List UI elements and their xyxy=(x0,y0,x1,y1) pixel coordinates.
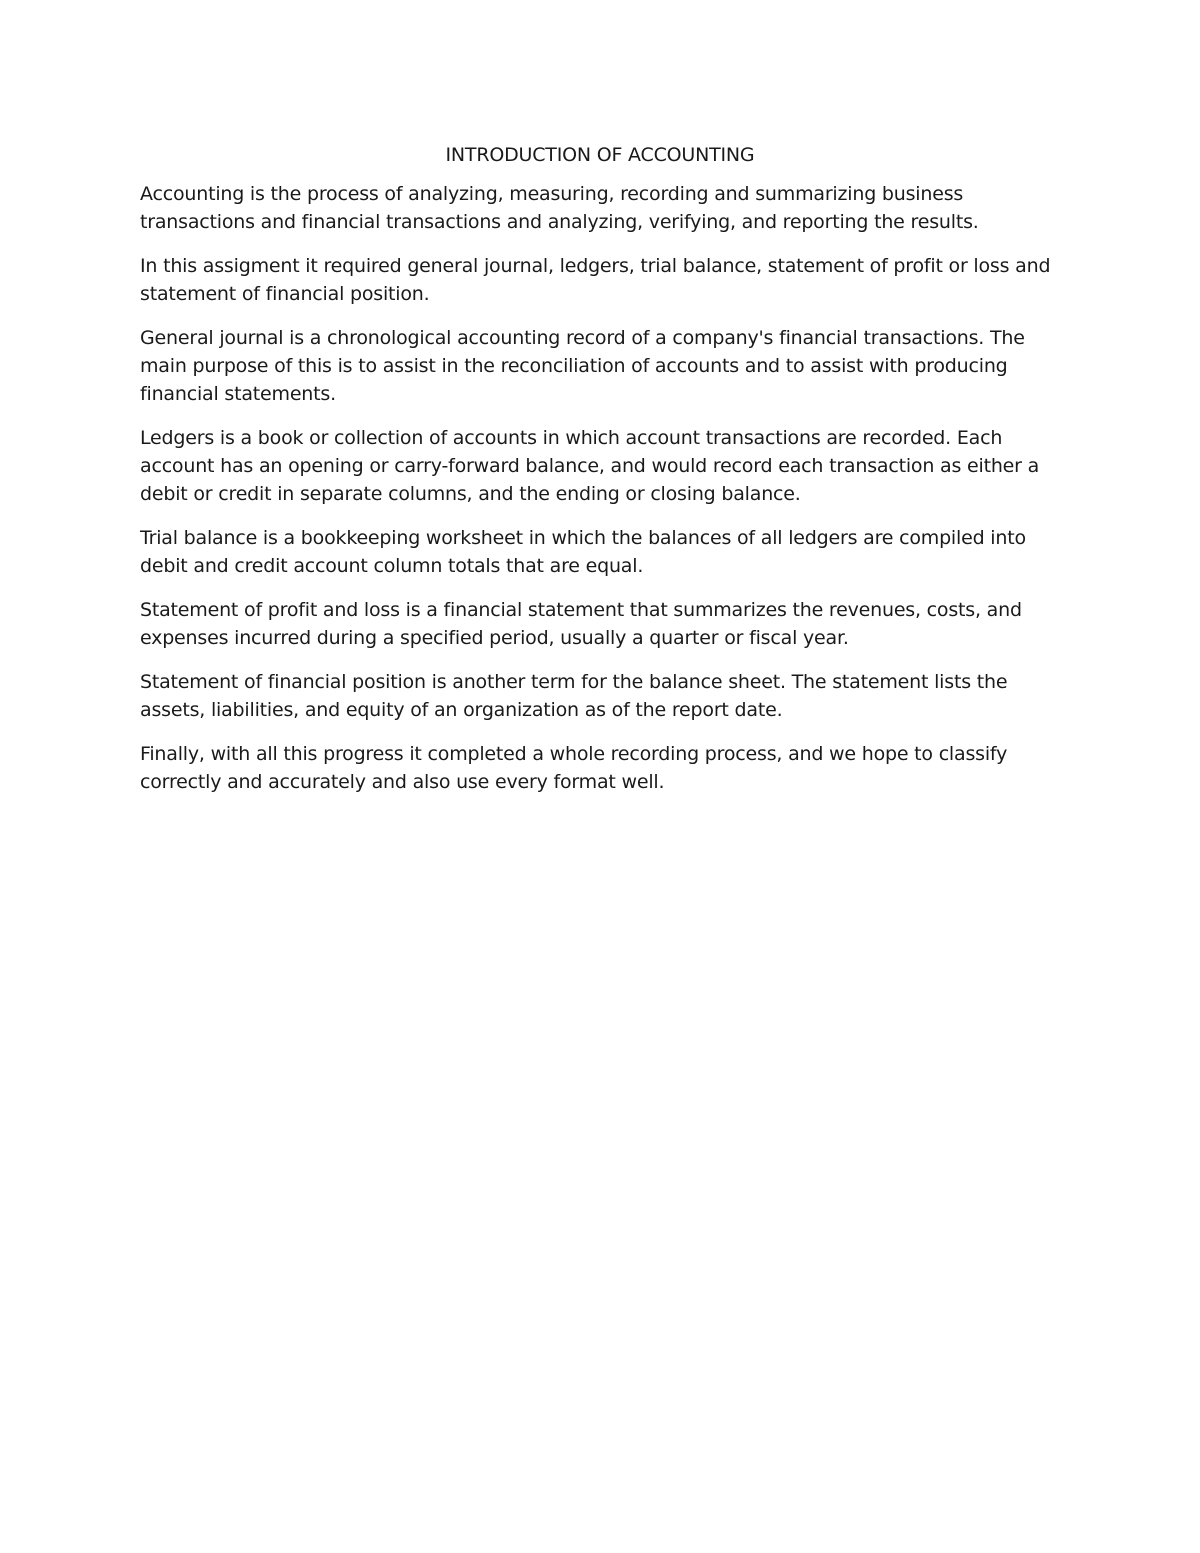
paragraph-ledgers: Ledgers is a book or collection of accounts in which account transactions are recorded. Each account has an opening or carry-forward balance, and would record each transaction as either a debit or credit in separate columns, and the ending or closing balance. xyxy=(140,427,1040,505)
paragraph-assignment-requirements: In this assigment it required general journal, ledgers, trial balance, statement of profit or loss and statement of financial position. xyxy=(140,255,1051,305)
paragraph-conclusion: Finally, with all this progress it completed a whole recording process, and we hope to classify correctly and accurately and also use every format well. xyxy=(140,743,1008,793)
paragraph-accounting-definition: Accounting is the process of analyzing, measuring, recording and summarizing business transactions and financial transactions and analyzing, verifying, and reporting the results. xyxy=(140,183,979,233)
paragraph-general-journal: General journal is a chronological accounting record of a company's financial transactions. The main purpose of this is to assist in the reconciliation of accounts and to assist with producing financial statements. xyxy=(140,327,1025,405)
paragraph-financial-position: Statement of financial position is another term for the balance sheet. The statement lists the assets, liabilities, and equity of an organization as of the report date. xyxy=(140,671,1008,721)
paragraph-trial-balance: Trial balance is a bookkeeping worksheet in which the balances of all ledgers are compiled into debit and credit account column totals that are equal. xyxy=(140,527,1026,577)
paragraph-profit-and-loss: Statement of profit and loss is a financial statement that summarizes the revenues, costs, and expenses incurred during a specified period, usually a quarter or fiscal year. xyxy=(140,599,1022,649)
document-title: INTRODUCTION OF ACCOUNTING xyxy=(445,144,755,166)
